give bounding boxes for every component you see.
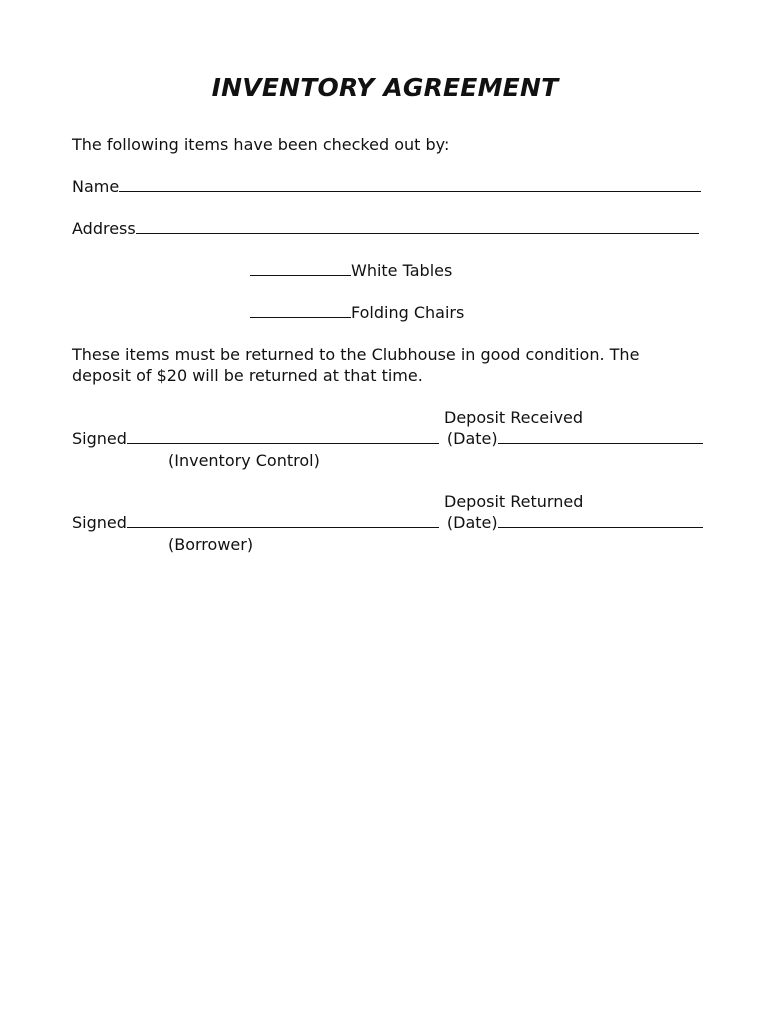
name-row [72,176,701,197]
signed-label: Signed [72,513,127,532]
item-row-white-tables [250,260,452,281]
deposit-received-date-field[interactable] [498,429,703,444]
inventory-control-signature-field[interactable] [127,429,439,444]
signature-row-borrower [72,512,703,533]
signature-row-inventory-control [72,428,703,449]
deposit-returned-label: Deposit Returned [444,492,584,511]
return-note-line-1: These items must be returned to the Clubhouse in good condition. The [72,345,640,364]
white-tables-label: White Tables [351,261,453,280]
deposit-returned-date-field[interactable] [498,513,703,528]
name-label: Name [72,177,120,196]
borrower-signature-field[interactable] [127,513,439,528]
intro-text: The following items have been checked out by: [72,135,450,154]
inventory-control-role: (Inventory Control) [168,451,320,470]
folding-chairs-quantity-field[interactable] [250,303,351,318]
item-row-folding-chairs [250,302,464,323]
folding-chairs-label: Folding Chairs [351,303,465,322]
address-field[interactable] [136,219,699,234]
address-row [72,218,699,239]
name-field[interactable] [119,177,701,192]
return-note [72,344,692,386]
white-tables-quantity-field[interactable] [250,261,351,276]
signed-label: Signed [72,429,127,448]
date-label: (Date) [446,429,498,448]
deposit-received-label: Deposit Received [444,408,584,427]
return-note-line-2: deposit of $20 will be returned at that time. [72,366,423,385]
date-label: (Date) [446,513,498,532]
document-title: INVENTORY AGREEMENT [211,73,559,102]
address-label: Address [72,219,136,238]
borrower-role: (Borrower) [168,535,254,554]
